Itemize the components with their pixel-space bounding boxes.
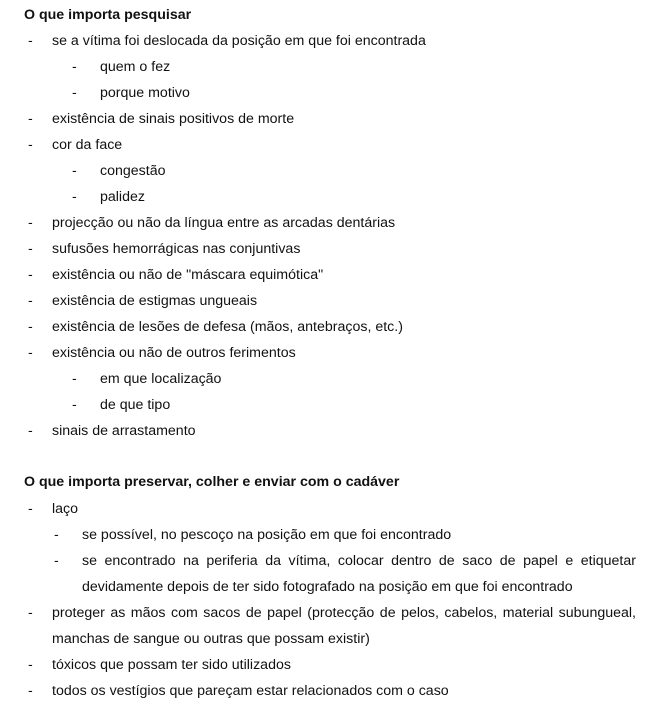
- list-item-text: existência ou não de outros ferimentos: [52, 345, 296, 361]
- bullet-dash: -: [28, 683, 33, 699]
- list-item-text: existência ou não de "máscara equimótica": [52, 267, 324, 283]
- sub-list-item: [24, 54, 636, 80]
- list-item: [24, 106, 636, 132]
- list-item-text: projecção ou não da língua entre as arcadas dentárias: [52, 215, 396, 231]
- list-item-text: cor da face: [52, 137, 123, 153]
- list-item-text: sufusões hemorrágicas nas conjuntivas: [52, 241, 301, 257]
- sub-list-item: [24, 548, 636, 600]
- list-item-text: existência de lesões de defesa (mãos, antebraços, etc.): [52, 319, 403, 335]
- list-item: [24, 288, 636, 314]
- sub-list-item: [24, 184, 636, 210]
- list-item: [24, 340, 636, 366]
- bullet-dash: -: [28, 501, 33, 517]
- list-item: [24, 236, 636, 262]
- list-item: [24, 652, 636, 678]
- list-item-text: se a vítima foi deslocada da posição em que foi encontrada: [52, 33, 426, 49]
- bullet-dash: -: [28, 111, 33, 127]
- sub-list-item: [24, 392, 636, 418]
- bullet-dash: -: [72, 85, 77, 101]
- bullet-dash: -: [54, 553, 59, 569]
- section-heading-pesquisar: O que importa pesquisar: [24, 7, 192, 23]
- bullet-dash: -: [28, 215, 33, 231]
- list-item: [24, 210, 636, 236]
- section-heading-preservar: O que importa preservar, colher e enviar com o cadáver: [24, 474, 400, 490]
- list-item-text: congestão: [100, 163, 166, 179]
- list-item-text: quem o fez: [100, 59, 171, 75]
- bullet-dash: -: [28, 241, 33, 257]
- list-item-text: porque motivo: [100, 85, 190, 101]
- list-item: [24, 132, 636, 158]
- bullet-dash: -: [28, 137, 33, 153]
- bullet-dash: -: [28, 423, 33, 439]
- bullet-dash: -: [72, 59, 77, 75]
- list-item-text: sinais de arrastamento: [52, 423, 196, 439]
- bullet-dash: -: [28, 267, 33, 283]
- bullet-dash: -: [72, 189, 77, 205]
- sub-list-item: [24, 158, 636, 184]
- bullet-dash: -: [54, 527, 59, 543]
- list-item: [24, 418, 636, 444]
- bullet-dash: -: [28, 657, 33, 673]
- sub-list-item: [24, 522, 636, 548]
- list-item-text: tóxicos que possam ter sido utilizados: [52, 657, 291, 673]
- bullet-dash: -: [72, 371, 77, 387]
- bullet-dash: -: [28, 319, 33, 335]
- list-item: [24, 496, 636, 522]
- list-item-text: se encontrado na periferia da vítima, colocar dentro de saco de papel e etiquetar devidamente depois de ter sido fotografado na posição em que foi encontrado: [82, 553, 636, 595]
- list-item-text: laço: [52, 501, 79, 517]
- bullet-dash: -: [72, 397, 77, 413]
- list-item-text: existência de sinais positivos de morte: [52, 111, 295, 127]
- list-item-text: palidez: [100, 189, 145, 205]
- list-item-text: se possível, no pescoço na posição em que foi encontrado: [82, 527, 452, 543]
- bullet-dash: -: [28, 345, 33, 361]
- list-item-text: todos os vestígios que pareçam estar relacionados com o caso: [52, 683, 449, 699]
- sub-list-item: [24, 366, 636, 392]
- list-item-text: de que tipo: [100, 397, 171, 413]
- list-item: [24, 28, 636, 54]
- list-item-text: proteger as mãos com sacos de papel (protecção de pelos, cabelos, material subungueal, manchas de sangue ou outras que possam existir): [52, 605, 636, 647]
- list-item-text: existência de estigmas ungueais: [52, 293, 258, 309]
- list-item: [24, 678, 636, 704]
- bullet-dash: -: [28, 293, 33, 309]
- list-item: [24, 262, 636, 288]
- bullet-dash: -: [72, 163, 77, 179]
- bullet-dash: -: [28, 33, 33, 49]
- bullet-dash: -: [28, 605, 33, 621]
- list-item-text: em que localização: [100, 371, 222, 387]
- sub-list-item: [24, 80, 636, 106]
- list-item: [24, 314, 636, 340]
- list-item: [24, 600, 636, 652]
